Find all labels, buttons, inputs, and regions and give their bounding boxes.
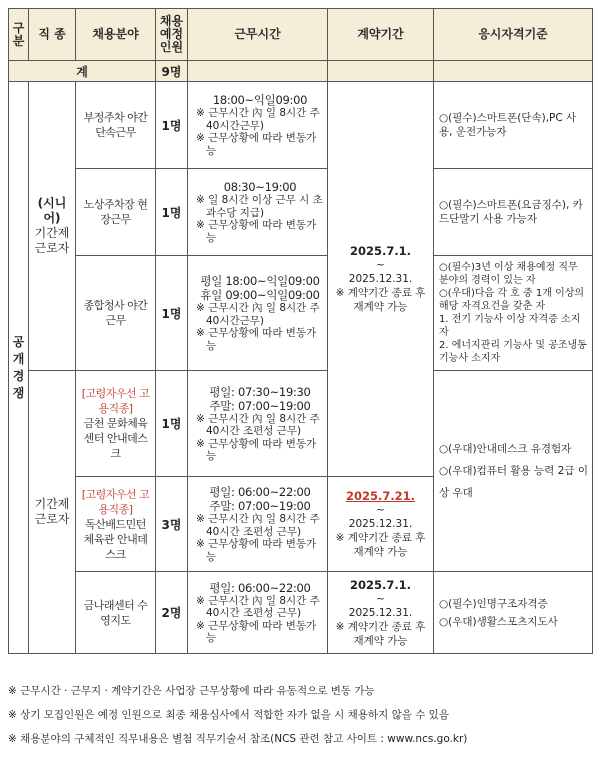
hours-line: 평일: 06:00~22:00 [209,485,311,499]
contract-tilde: ~ [376,592,385,605]
hours-note: ※ 근무시간 內 일 8시간 주40시간근무) [196,107,320,132]
contract-tilde: ~ [376,259,385,271]
field-label: 독산배드민턴 체육관 안내데스크 [83,517,148,561]
category-label: 공 개 경 쟁 [12,334,25,400]
qualification-line: ○(우대)생활스포츠지도사 [439,615,558,628]
field-label: 금천 문화체육센터 안내데스크 [83,417,148,460]
contract-note: ※ 계약기간 종료 후 재계약 가능 [335,532,426,558]
group-regular-line2: 근로자 [34,512,70,526]
total-label: 계 [9,61,156,82]
qualification-line: ○(필수)스마트폰(단속),PC 사용, 운전가능자 [439,111,577,138]
hours-line: 휴일 09:00~익일09:00 [200,288,320,302]
table-row [9,82,593,169]
hours-line: 주말: 07:00~19:00 [209,499,311,513]
contract-tilde: ~ [376,504,385,516]
category-cell [9,82,29,654]
table-row [9,371,593,477]
contract-end: 2025.12.31. [348,606,413,619]
qualification-line: ○(필수)스마트폰(요금징수), 카드단말기 사용 가능자 [439,198,583,225]
hours-line: 18:00~익일09:00 [212,93,308,107]
field-cell [76,371,156,477]
qualification-line: 1. 전기 기능사 이상 자격증 소지자 [439,314,581,338]
hours-cell [188,572,328,654]
field-tag: [고령자우선 고용직종] [81,487,150,516]
contract-note: ※ 계약기간 종료 후 재계약 가능 [335,620,426,647]
header-contract: 계약기간 [328,9,434,61]
total-row [9,61,593,82]
contract-start: 2025.7.1. [349,244,412,258]
field-tag: [고령자우선 고용직종] [81,387,150,415]
qualification-cell [434,256,593,371]
hours-note: ※ 근무상황에 따라 변동가능 [196,619,317,644]
qualification-line: ○(필수)3년 이상 채용예정 직무 분야의 경력이 있는 자 [439,262,578,286]
table-row [9,256,593,371]
header-field: 채용분야 [76,9,156,61]
qualification-line: 2. 에너지관리 기능사 및 공조냉동기능사 소지자 [439,340,587,364]
count-cell: 3명 [156,477,188,572]
field-label: 노상주차장 현장근무 [83,198,148,226]
field-label: 금나래센터 수영지도 [83,598,148,627]
header-row [9,9,593,61]
field-cell [76,256,156,371]
qualification-line: ○(필수)인명구조자격증 [439,597,548,610]
qualification-line: ○(우대)안내데스크 유경험자 [439,443,572,455]
header-qualification: 응시자격기준 [434,9,593,61]
count-cell: 1명 [156,82,188,169]
group-senior-line2: 기간제 [34,226,70,240]
qualification-line: ○(우대)컴퓨터 활용 능력 2급 이상 우대 [439,465,588,499]
hours-note: ※ 근무시간 內 일 8시간 주40시간 조편성 근무) [196,412,320,437]
field-cell [76,169,156,256]
header-headcount: 채용예정인원 [156,9,188,61]
hours-note: ※ 근무상황에 따라 변동가능 [196,132,317,157]
hours-cell [188,256,328,371]
hours-note: ※ 근무시간 內 일 8시간 주40시간 조편성 근무) [196,513,320,538]
footnotes [8,679,592,751]
total-count: 9명 [156,61,188,82]
hours-line: 평일 18:00~익일09:00 [200,274,320,288]
field-cell [76,82,156,169]
hours-line: 08:30~19:00 [223,180,297,194]
recruitment-table [8,8,593,654]
hours-note: ※ 근무상황에 따라 변동가능 [196,538,317,563]
hours-cell [188,82,328,169]
qualification-cell [434,82,593,169]
count-cell: 1명 [156,371,188,477]
hours-line: 주말: 07:00~19:00 [209,398,311,413]
field-cell [76,572,156,654]
table-row [9,169,593,256]
footnote: ※ 근무시간 · 근무지 · 계약기간은 사업장 근무상황에 따라 유동적으로 변동 가능 [8,685,375,697]
hours-note: ※ 근무상황에 따라 변동가능 [196,327,317,352]
hours-note: ※ 근무상황에 따라 변동가능 [196,219,317,244]
hours-note: ※ 근무상황에 따라 변동가능 [196,437,317,462]
header-hours: 근무시간 [188,9,328,61]
qualification-line: ○(우대)다음 각 호 중 1개 이상의 해당 자격요건을 갖춘 자 [439,288,585,312]
group-senior [29,82,76,371]
qualification-cell [434,169,593,256]
group-regular [29,371,76,654]
qualification-cell [434,572,593,654]
count-cell: 1명 [156,169,188,256]
contract-cell-a [328,82,434,477]
hours-cell [188,169,328,256]
field-cell [76,477,156,572]
hours-note: ※ 근무시간 內 일 8시간 주40시간 조편성 근무) [196,594,320,619]
contract-end: 2025.12.31. [348,518,413,530]
hours-note: ※ 일 8시간 이상 근무 시 초과수당 지급) [196,194,323,219]
table-row [9,572,593,654]
contract-start: 2025.7.21. [345,489,416,503]
footnote: ※ 상기 모집인원은 예정 인원으로 최종 채용심사에서 적합한 자가 없을 시 채용하지 않을 수 있음 [8,709,449,721]
header-job-type: 직 종 [29,9,76,61]
header-category: 구분 [9,9,29,61]
contract-cell-b [328,477,434,572]
contract-cell-c [328,572,434,654]
qualification-cell-shared [434,371,593,572]
contract-end: 2025.12.31. [348,273,413,285]
contract-note: ※ 계약기간 종료 후 재계약 가능 [335,287,426,313]
hours-note: ※ 근무시간 內 일 8시간 주40시간근무) [196,302,320,327]
field-label: 부정주차 야간단속근무 [83,111,148,139]
hours-cell [188,371,328,477]
contract-start: 2025.7.1. [349,577,412,592]
hours-line: 평일: 07:30~19:30 [209,384,311,399]
group-senior-tag: (시니어) [37,196,67,225]
hours-cell [188,477,328,572]
count-cell: 2명 [156,572,188,654]
count-cell: 1명 [156,256,188,371]
field-label: 종합청사 야간근무 [83,299,148,327]
group-regular-line1: 기간제 [34,497,70,511]
footnote: ※ 채용분야의 구체적인 직무내용은 별첨 직무기술서 참조(NCS 관련 참고 사이트 : www.ncs.go.kr) [8,733,468,745]
hours-line: 평일: 06:00~22:00 [209,580,311,595]
group-senior-line3: 근로자 [34,241,70,255]
